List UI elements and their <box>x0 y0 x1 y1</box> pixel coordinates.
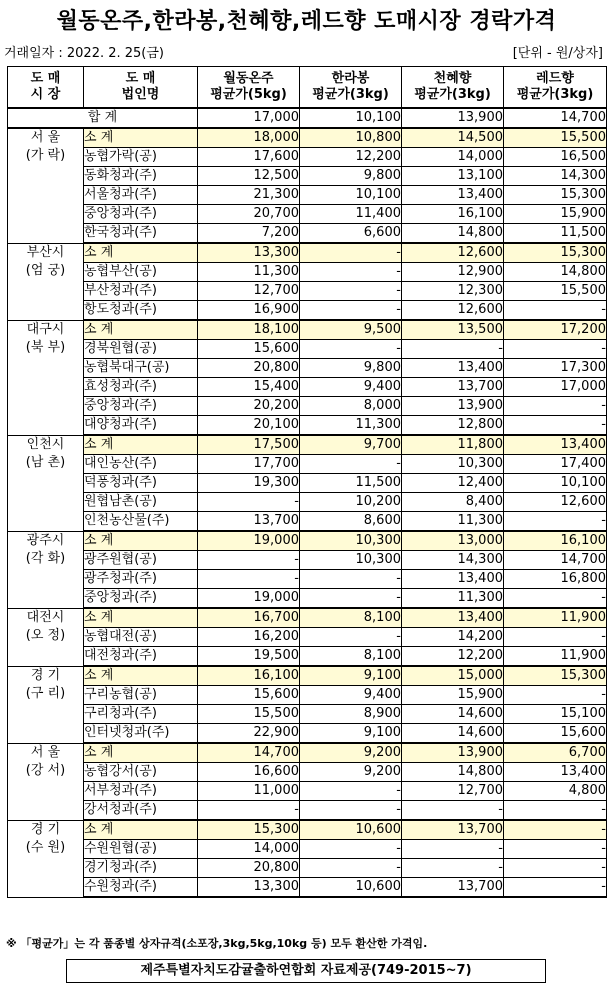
corp-name: 대양청과(주) <box>84 416 198 436</box>
price-cell: 14,700 <box>504 108 607 128</box>
price-cell: 15,500 <box>504 128 607 148</box>
market-name: 경 기 (수 원) <box>8 820 84 897</box>
subtotal-label: 소 계 <box>84 243 198 263</box>
price-cell: 15,300 <box>504 666 607 686</box>
price-cell: 20,800 <box>198 859 300 878</box>
price-cell: 12,600 <box>504 493 607 512</box>
price-cell: - <box>504 801 607 821</box>
price-cell: 15,400 <box>198 378 300 397</box>
price-cell: 11,500 <box>300 474 402 493</box>
subtotal-label: 소 계 <box>84 820 198 840</box>
header-market: 도 매 시 장 <box>8 67 84 109</box>
price-cell: 13,900 <box>402 397 504 416</box>
price-cell: 16,200 <box>198 628 300 647</box>
price-cell: 18,000 <box>198 128 300 148</box>
table-row <box>8 686 607 705</box>
price-cell: 14,000 <box>198 840 300 859</box>
price-cell: 22,900 <box>198 724 300 744</box>
price-cell: 16,100 <box>504 531 607 551</box>
market-name: 광주시 (각 화) <box>8 531 84 608</box>
price-cell: 13,900 <box>402 108 504 128</box>
corp-name: 한국청과(주) <box>84 224 198 244</box>
subtotal-row <box>8 608 607 628</box>
price-cell: - <box>504 397 607 416</box>
market-name: 서 울 (가 락) <box>8 128 84 243</box>
price-cell: 18,100 <box>198 320 300 340</box>
price-cell: - <box>300 859 402 878</box>
total-row <box>8 108 607 128</box>
price-cell: 4,800 <box>504 782 607 801</box>
price-cell: 14,300 <box>504 167 607 186</box>
subtotal-label: 소 계 <box>84 128 198 148</box>
table-row <box>8 705 607 724</box>
corp-name: 수원청과(주) <box>84 878 198 898</box>
price-cell: 12,200 <box>300 148 402 167</box>
price-cell: 11,400 <box>300 205 402 224</box>
market-name: 대구시 (북 부) <box>8 320 84 435</box>
price-cell: 9,800 <box>300 359 402 378</box>
corp-name: 중앙청과(주) <box>84 589 198 609</box>
price-cell: 15,000 <box>402 666 504 686</box>
table-row <box>8 570 607 589</box>
corp-name: 농협부산(공) <box>84 263 198 282</box>
price-cell: 14,800 <box>402 224 504 244</box>
corp-name: 대인농산(주) <box>84 455 198 474</box>
corp-name: 농협강서(공) <box>84 763 198 782</box>
price-cell: 11,800 <box>402 435 504 455</box>
corp-name: 중앙청과(주) <box>84 397 198 416</box>
price-cell: 14,800 <box>402 763 504 782</box>
price-cell: 17,200 <box>504 320 607 340</box>
price-cell: - <box>402 859 504 878</box>
price-cell: 16,600 <box>198 763 300 782</box>
table-row <box>8 263 607 282</box>
table-row <box>8 763 607 782</box>
price-cell: 9,400 <box>300 686 402 705</box>
price-cell: - <box>198 493 300 512</box>
price-cell: 10,800 <box>300 128 402 148</box>
subtotal-row <box>8 820 607 840</box>
price-cell: 15,500 <box>504 282 607 301</box>
price-cell: - <box>198 801 300 821</box>
corp-name: 구리청과(주) <box>84 705 198 724</box>
table-row <box>8 493 607 512</box>
price-cell: 10,100 <box>504 474 607 493</box>
table-row <box>8 647 607 667</box>
price-cell: 15,900 <box>504 205 607 224</box>
price-cell: 10,100 <box>300 186 402 205</box>
price-cell: 6,700 <box>504 743 607 763</box>
price-cell: 6,600 <box>300 224 402 244</box>
subtotal-row <box>8 128 607 148</box>
price-cell: 10,300 <box>300 531 402 551</box>
price-cell: 15,300 <box>504 243 607 263</box>
subtotal-row <box>8 320 607 340</box>
page-title: 월동온주,한라봉,천혜향,레드향 도매시장 경락가격 <box>56 9 557 34</box>
table-row <box>8 205 607 224</box>
price-cell: 13,900 <box>402 743 504 763</box>
table-row <box>8 724 607 744</box>
table-row <box>8 512 607 532</box>
table-row <box>8 455 607 474</box>
price-cell: 10,100 <box>300 108 402 128</box>
price-cell: 13,400 <box>504 763 607 782</box>
price-cell: 15,600 <box>198 686 300 705</box>
corp-name: 광주원협(공) <box>84 551 198 570</box>
price-cell: - <box>300 801 402 821</box>
price-cell: - <box>504 840 607 859</box>
price-cell: 9,200 <box>300 743 402 763</box>
corp-name: 서울청과(주) <box>84 186 198 205</box>
table-row <box>8 474 607 493</box>
price-cell: 16,100 <box>198 666 300 686</box>
price-cell: 16,800 <box>504 570 607 589</box>
subtotal-label: 소 계 <box>84 743 198 763</box>
table-row <box>8 801 607 821</box>
price-cell: 15,900 <box>402 686 504 705</box>
price-cell: 7,200 <box>198 224 300 244</box>
footnote: ※ 「평균가」는 각 품종별 상자규격(소포장,3kg,5kg,10kg 등) 모두 환산한 가격임. <box>6 937 428 950</box>
price-cell: 17,000 <box>504 378 607 397</box>
table-row <box>8 359 607 378</box>
price-cell: - <box>300 282 402 301</box>
table-row <box>8 878 607 898</box>
price-cell: 17,500 <box>198 435 300 455</box>
price-cell: 13,400 <box>402 570 504 589</box>
price-cell: - <box>198 570 300 589</box>
price-cell: 13,400 <box>402 186 504 205</box>
corp-name: 경기청과(주) <box>84 859 198 878</box>
price-cell: 11,300 <box>402 512 504 532</box>
corp-name: 인천농산물(주) <box>84 512 198 532</box>
table-row <box>8 340 607 359</box>
table-row <box>8 551 607 570</box>
price-cell: 10,600 <box>300 820 402 840</box>
market-name: 인천시 (남 촌) <box>8 435 84 531</box>
price-cell: 13,000 <box>402 531 504 551</box>
price-cell: 19,000 <box>198 531 300 551</box>
price-cell: 17,000 <box>198 108 300 128</box>
price-cell: 10,300 <box>402 455 504 474</box>
price-cell: - <box>300 570 402 589</box>
price-cell: 13,400 <box>402 359 504 378</box>
subtotal-row <box>8 666 607 686</box>
corp-name: 서부청과(주) <box>84 782 198 801</box>
price-cell: - <box>504 301 607 321</box>
subtotal-label: 소 계 <box>84 320 198 340</box>
price-cell: 12,700 <box>402 782 504 801</box>
subtotal-row <box>8 743 607 763</box>
price-table <box>7 66 607 898</box>
corp-name: 항도청과(주) <box>84 301 198 321</box>
price-cell: - <box>504 340 607 359</box>
price-cell: 14,000 <box>402 148 504 167</box>
price-cell: 16,900 <box>198 301 300 321</box>
header-col: 레드향 평균가(3kg) <box>504 67 607 109</box>
price-cell: - <box>402 801 504 821</box>
price-cell: 14,300 <box>402 551 504 570</box>
source-credit: 제주특별자치도감귤출하연합회 자료제공(749-2015~7) <box>66 959 546 983</box>
corp-name: 강서청과(주) <box>84 801 198 821</box>
corp-name: 구리농협(공) <box>84 686 198 705</box>
corp-name: 광주청과(주) <box>84 570 198 589</box>
subtotal-label: 소 계 <box>84 435 198 455</box>
total-label: 합 계 <box>8 108 198 128</box>
price-cell: 11,300 <box>198 263 300 282</box>
price-cell: 8,100 <box>300 647 402 667</box>
price-cell: 11,300 <box>300 416 402 436</box>
price-cell: 20,100 <box>198 416 300 436</box>
subtotal-row <box>8 243 607 263</box>
corp-name: 중앙청과(주) <box>84 205 198 224</box>
price-cell: 15,300 <box>198 820 300 840</box>
header-col: 월동온주 평균가(5kg) <box>198 67 300 109</box>
price-cell: 12,300 <box>402 282 504 301</box>
price-cell: 13,400 <box>504 435 607 455</box>
price-cell: - <box>504 878 607 898</box>
subtotal-row <box>8 531 607 551</box>
price-cell: 8,400 <box>402 493 504 512</box>
price-cell: 15,600 <box>198 340 300 359</box>
market-name: 경 기 (구 리) <box>8 666 84 743</box>
price-cell: - <box>504 512 607 532</box>
price-cell: 9,500 <box>300 320 402 340</box>
price-cell: 9,100 <box>300 666 402 686</box>
price-cell: 20,800 <box>198 359 300 378</box>
price-cell: - <box>504 859 607 878</box>
market-name: 부산시 (엄 궁) <box>8 243 84 320</box>
price-cell: - <box>504 628 607 647</box>
price-cell: 13,700 <box>402 378 504 397</box>
table-row <box>8 397 607 416</box>
price-cell: - <box>300 589 402 609</box>
price-cell: 13,500 <box>402 320 504 340</box>
price-cell: 14,800 <box>504 263 607 282</box>
price-cell: 17,700 <box>198 455 300 474</box>
price-cell: 15,600 <box>504 724 607 744</box>
price-cell: 11,000 <box>198 782 300 801</box>
price-cell: 12,800 <box>402 416 504 436</box>
price-cell: 14,600 <box>402 724 504 744</box>
corp-name: 수원원협(공) <box>84 840 198 859</box>
price-cell: - <box>402 340 504 359</box>
price-cell: 12,700 <box>198 282 300 301</box>
price-cell: 8,600 <box>300 512 402 532</box>
header-col: 한라봉 평균가(3kg) <box>300 67 402 109</box>
price-cell: 16,500 <box>504 148 607 167</box>
price-cell: 17,400 <box>504 455 607 474</box>
price-cell: 19,300 <box>198 474 300 493</box>
price-cell: 12,600 <box>402 243 504 263</box>
price-cell: 13,300 <box>198 878 300 898</box>
price-cell: - <box>300 263 402 282</box>
price-cell: 14,600 <box>402 705 504 724</box>
price-cell: 19,500 <box>198 647 300 667</box>
table-row <box>8 859 607 878</box>
subtotal-label: 소 계 <box>84 666 198 686</box>
price-cell: 9,400 <box>300 378 402 397</box>
price-cell: 16,700 <box>198 608 300 628</box>
subtotal-row <box>8 435 607 455</box>
price-cell: 20,200 <box>198 397 300 416</box>
price-cell: 8,000 <box>300 397 402 416</box>
price-cell: 11,500 <box>504 224 607 244</box>
price-cell: 8,100 <box>300 608 402 628</box>
table-row <box>8 628 607 647</box>
price-cell: 12,500 <box>198 167 300 186</box>
corp-name: 효성청과(주) <box>84 378 198 397</box>
price-cell: 12,400 <box>402 474 504 493</box>
corp-name: 농협북대구(공) <box>84 359 198 378</box>
price-cell: 10,600 <box>300 878 402 898</box>
price-cell: 10,200 <box>300 493 402 512</box>
header-col: 천혜향 평균가(3kg) <box>402 67 504 109</box>
price-cell: - <box>300 840 402 859</box>
price-cell: 15,100 <box>504 705 607 724</box>
price-cell: 12,200 <box>402 647 504 667</box>
table-row <box>8 378 607 397</box>
table-row <box>8 840 607 859</box>
price-cell: 13,400 <box>402 608 504 628</box>
price-cell: 19,000 <box>198 589 300 609</box>
header-corp: 도 매 법인명 <box>84 67 198 109</box>
table-row <box>8 589 607 609</box>
table-row <box>8 167 607 186</box>
price-cell: 13,300 <box>198 243 300 263</box>
table-row <box>8 186 607 205</box>
price-cell: 16,100 <box>402 205 504 224</box>
price-cell: - <box>504 589 607 609</box>
table-row <box>8 782 607 801</box>
price-cell: - <box>300 301 402 321</box>
unit-label: [단위 - 원/상자] <box>512 46 603 61</box>
price-cell: 15,300 <box>504 186 607 205</box>
price-cell: 11,900 <box>504 647 607 667</box>
price-cell: 10,300 <box>300 551 402 570</box>
corp-name: 원협남촌(공) <box>84 493 198 512</box>
price-cell: 14,200 <box>402 628 504 647</box>
price-cell: 13,700 <box>402 878 504 898</box>
price-cell: 11,900 <box>504 608 607 628</box>
price-cell: 12,600 <box>402 301 504 321</box>
price-cell: 9,200 <box>300 763 402 782</box>
price-cell: 13,100 <box>402 167 504 186</box>
market-name: 대전시 (오 정) <box>8 608 84 666</box>
price-cell: 14,500 <box>402 128 504 148</box>
price-cell: 9,100 <box>300 724 402 744</box>
price-cell: 8,900 <box>300 705 402 724</box>
price-cell: - <box>300 455 402 474</box>
price-cell: - <box>504 820 607 840</box>
table-header-row <box>8 67 607 109</box>
price-cell: 12,900 <box>402 263 504 282</box>
price-cell: 9,800 <box>300 167 402 186</box>
price-cell: 17,300 <box>504 359 607 378</box>
corp-name: 덕풍청과(주) <box>84 474 198 493</box>
table-row <box>8 282 607 301</box>
corp-name: 농협가락(공) <box>84 148 198 167</box>
table-row <box>8 301 607 321</box>
corp-name: 동화청과(주) <box>84 167 198 186</box>
price-cell: 21,300 <box>198 186 300 205</box>
price-cell: 15,500 <box>198 705 300 724</box>
trade-date: 거래일자 : 2022. 2. 25(금) <box>4 46 165 61</box>
price-cell: 13,700 <box>198 512 300 532</box>
price-cell: - <box>402 840 504 859</box>
table-row <box>8 148 607 167</box>
market-name: 서 울 (강 서) <box>8 743 84 820</box>
corp-name: 경북원협(공) <box>84 340 198 359</box>
price-cell: - <box>300 628 402 647</box>
price-cell: 20,700 <box>198 205 300 224</box>
price-cell: 14,700 <box>198 743 300 763</box>
subtotal-label: 소 계 <box>84 608 198 628</box>
corp-name: 대전청과(주) <box>84 647 198 667</box>
price-cell: - <box>300 243 402 263</box>
price-cell: - <box>300 782 402 801</box>
corp-name: 부산청과(주) <box>84 282 198 301</box>
price-cell: - <box>198 551 300 570</box>
price-cell: 9,700 <box>300 435 402 455</box>
corp-name: 농협대전(공) <box>84 628 198 647</box>
table-row <box>8 224 607 244</box>
subtotal-label: 소 계 <box>84 531 198 551</box>
price-cell: 13,700 <box>402 820 504 840</box>
price-cell: 17,600 <box>198 148 300 167</box>
price-cell: - <box>504 416 607 436</box>
price-cell: 11,300 <box>402 589 504 609</box>
price-cell: - <box>300 340 402 359</box>
table-row <box>8 416 607 436</box>
price-cell: 14,700 <box>504 551 607 570</box>
price-cell: - <box>504 686 607 705</box>
corp-name: 인터넷청과(주) <box>84 724 198 744</box>
